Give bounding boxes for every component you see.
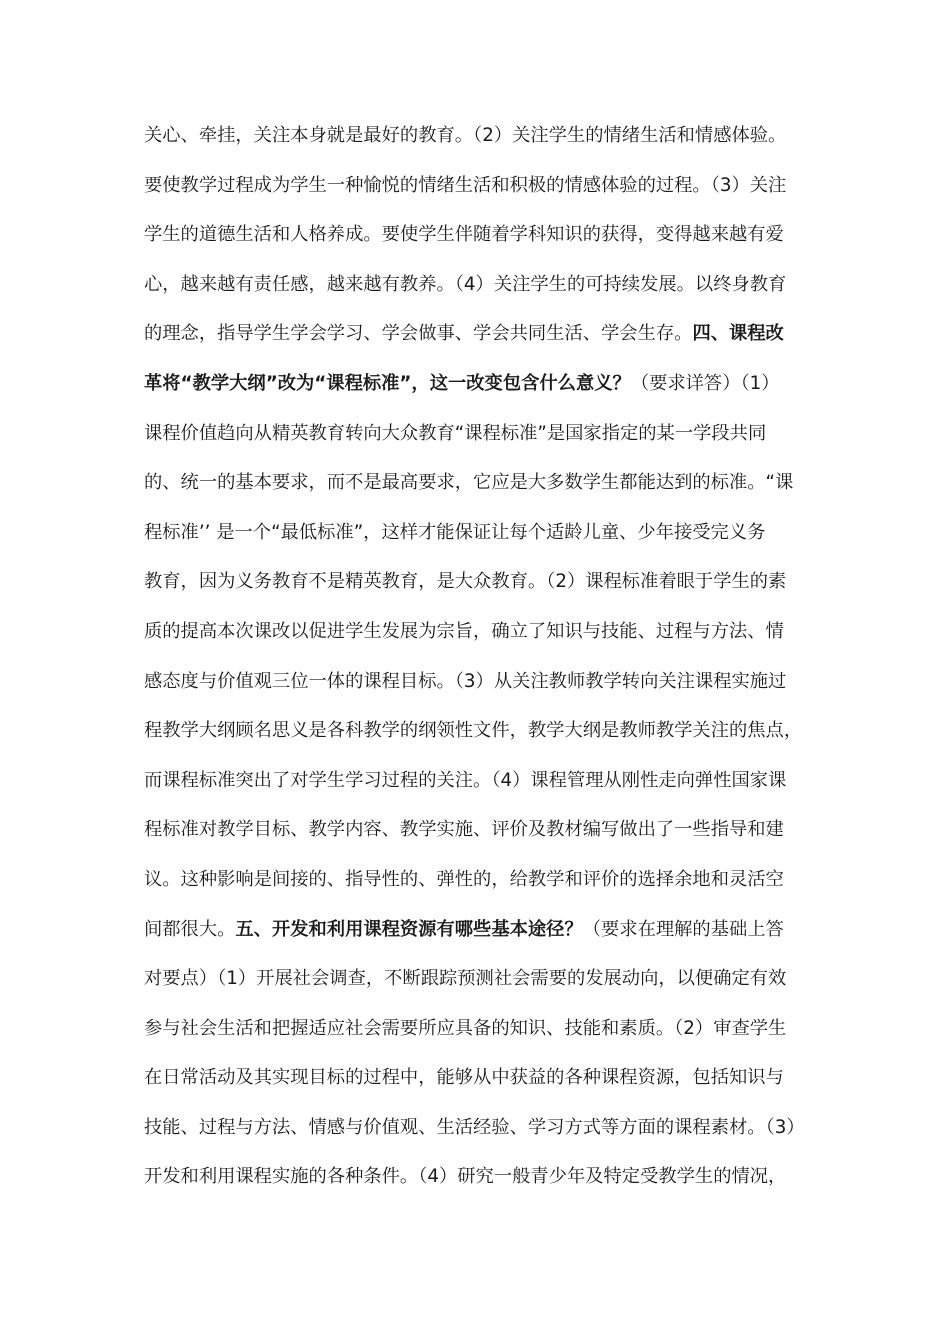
text-run: 的理念，指导学生学会学习、学会做事、学会共同生活、学会生存。 <box>144 323 693 345</box>
text-run: 教育，因为义务教育不是精英教育，是大众教育。（2）课程标准着眼于学生的素 <box>144 571 787 593</box>
text-line <box>144 1157 814 1207</box>
text-line <box>144 562 814 612</box>
text-run: （要求在理解的基础上答 <box>582 918 784 940</box>
body-text <box>144 116 814 1207</box>
text-run: 心，越来越有责任感，越来越有教养。（4）关注学生的可持续发展。以终身教育 <box>144 273 787 295</box>
text-line <box>144 810 814 860</box>
text-line <box>144 513 814 563</box>
bold-heading-text: 革将“教学大纲”改为“课程标准”，这一改变包含什么意义？ <box>144 372 631 394</box>
text-run: 而课程标准突出了对学生学习过程的关注。（4）课程管理从刚性走向弹性国家课 <box>144 769 787 791</box>
text-line <box>144 314 814 364</box>
text-line <box>144 761 814 811</box>
text-run: 的、统一的基本要求，而不是最高要求，它应是大多数学生都能达到的标准。“课 <box>144 472 794 494</box>
text-run: 议。这种影响是间接的、指导性的、弹性的，给教学和评价的选择余地和灵活空 <box>144 868 784 890</box>
text-run: 开发和利用课程实施的各种条件。（4）研究一般青少年及特定受教学生的情况， <box>144 1166 787 1188</box>
text-run: 对要点）（1）开展社会调查，不断跟踪预测社会需要的发展动向，以便确定有效 <box>144 968 787 990</box>
text-line <box>144 116 814 166</box>
bold-heading-text: 四、课程改 <box>692 323 784 345</box>
text-run: 课程价值趋向从精英教育转向大众教育“课程标准”是国家指定的某一学段共同 <box>144 422 767 444</box>
text-run: 程标准对教学目标、教学内容、教学实施、评价及教材编写做出了一些指导和建 <box>144 819 784 841</box>
text-line <box>144 215 814 265</box>
text-line <box>144 1009 814 1059</box>
text-line <box>144 414 814 464</box>
text-run: 技能、过程与方法、情感与价值观、生活经验、学习方式等方面的课程素材。（3） <box>144 1116 805 1138</box>
text-line <box>144 910 814 960</box>
text-line <box>144 1108 814 1158</box>
text-line <box>144 166 814 216</box>
text-line <box>144 463 814 513</box>
text-line <box>144 265 814 315</box>
text-run: 间都很大。 <box>144 918 236 940</box>
text-line <box>144 662 814 712</box>
bold-heading-text: 五、开发和利用课程资源有哪些基本途径？ <box>235 918 583 940</box>
text-run: 质的提高本次课改以促进学生发展为宗旨，确立了知识与技能、过程与方法、情 <box>144 620 784 642</box>
text-run: 关心、牵挂，关注本身就是最好的教育。（2）关注学生的情绪生活和情感体验。 <box>144 125 787 146</box>
text-line <box>144 364 814 414</box>
text-line <box>144 711 814 761</box>
text-run: 程教学大纲顾名思义是各科教学的纲领性文件，教学大纲是教师教学关注的焦点， <box>144 720 803 742</box>
text-run: 感态度与价值观三位一体的课程目标。（3）从关注教师教学转向关注课程实施过 <box>144 670 787 692</box>
text-line <box>144 1058 814 1108</box>
text-line <box>144 860 814 910</box>
text-run: 程标准’’ 是一个“最低标准”，这样才能保证让每个适龄儿童、少年接受完义务 <box>144 521 766 543</box>
text-run: 在日常活动及其实现目标的过程中，能够从中获益的各种课程资源，包括知识与 <box>144 1067 784 1089</box>
text-line <box>144 959 814 1009</box>
text-line <box>144 612 814 662</box>
text-run: 学生的道德生活和人格养成。要使学生伴随着学科知识的获得，变得越来越有爱 <box>144 224 784 246</box>
text-run: （要求详答）（1） <box>630 372 780 394</box>
text-run: 参与社会生活和把握适应社会需要所应具备的知识、技能和素质。（2）审查学生 <box>144 1017 787 1039</box>
text-run: 要使教学过程成为学生一种愉悦的情绪生活和积极的情感体验的过程。（3）关注 <box>144 174 787 196</box>
